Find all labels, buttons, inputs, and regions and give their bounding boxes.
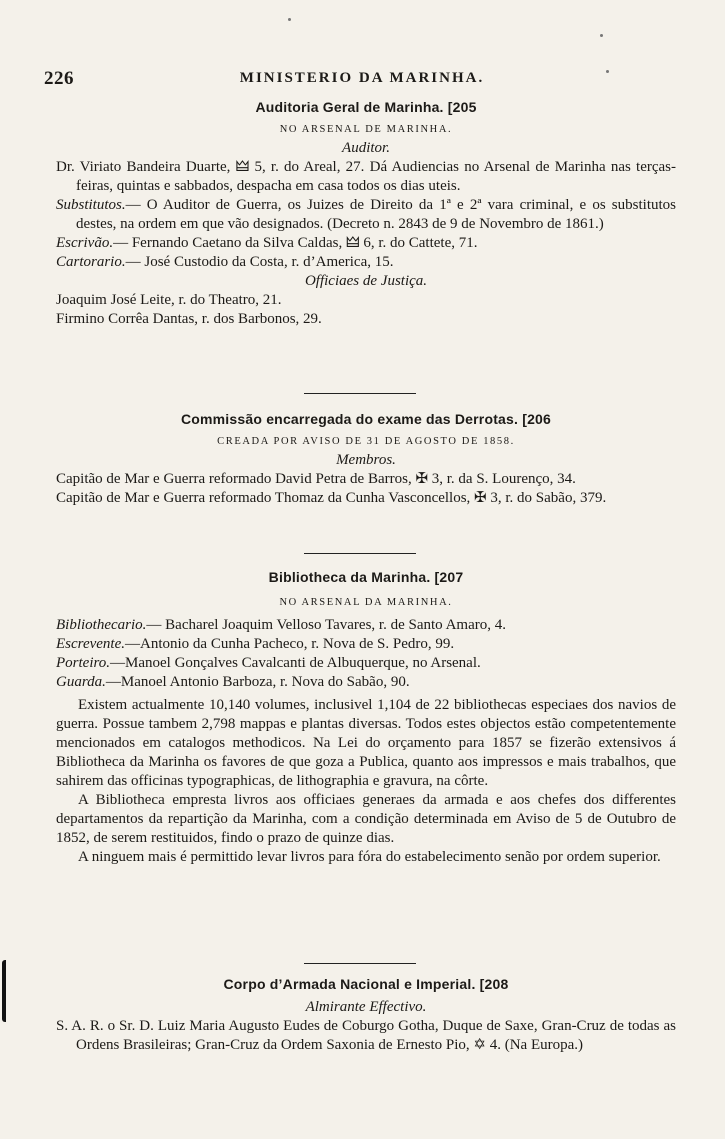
section-divider — [304, 393, 416, 394]
entry-text: — O Auditor de Guerra, os Juizes de Direito da 1ª e 2ª vara criminal, e os substitutos destes, na ordem em que vão designados. (Decreto n. 2843 de 9 de Novembro de 1861.) — [76, 197, 676, 232]
auditor-entry: Dr. Viriato Bandeira Duarte, 🜲 5, r. do Areal, 27. Dá Audiencias no Arsenal de Marinha nas terças-feiras, quintas e sabbados, despacha em casa todos os dias uteis. — [56, 159, 676, 194]
entry-label: Guarda. — [56, 674, 106, 690]
entry-label: Cartorario. — [56, 254, 126, 270]
entry-text: —Manoel Antonio Barboza, r. Nova do Sabão, 90. — [105, 674, 410, 690]
entry-label: Porteiro. — [56, 655, 111, 671]
entry-text: — Fernando Caetano da Silva Caldas, 🜲 6, r. do Cattete, 71. — [113, 235, 478, 251]
official-entry: Firmino Corrêa Dantas, r. dos Barbonos, 29. — [56, 311, 322, 327]
section-heading: Corpo d’Armada Nacional e Imperial. [208 — [223, 976, 509, 992]
section-divider — [304, 553, 416, 554]
page-number: 226 — [44, 68, 74, 89]
member-entry: Capitão de Mar e Guerra reformado David Petra de Barros, ✠ 3, r. da S. Lourenço, 34. — [56, 471, 576, 487]
section-corpo-armada — [56, 975, 676, 1055]
role-heading: Almirante Effectivo. — [305, 999, 427, 1015]
print-speck — [606, 70, 609, 73]
bibliothecario-entry — [56, 616, 676, 635]
entry-label: Escrivão. — [56, 235, 114, 251]
cartorario-entry — [56, 253, 676, 272]
section-heading: Bibliotheca da Marinha. [207 — [268, 569, 464, 585]
almirante-entry: S. A. R. o Sr. D. Luiz Maria Augusto Eudes de Coburgo Gotha, Duque de Saxe, Gran-Cruz de todas as Ordens Brasileiras; Gran-Cruz da Ordem Saxonia de Ernesto Pio, ✡ 4. (Na Europa.) — [56, 1018, 676, 1053]
section-location: NO ARSENAL DA MARINHA. — [279, 597, 453, 608]
section-heading: Auditoria Geral de Marinha. [205 — [255, 99, 477, 115]
entry-text: — Bacharel Joaquim Velloso Tavares, r. de Santo Amaro, 4. — [146, 617, 506, 633]
section-location: NO ARSENAL DE MARINHA. — [279, 124, 453, 135]
member-entry: Capitão de Mar e Guerra reformado Thomaz da Cunha Vasconcellos, ✠ 3, r. do Sabão, 379. — [56, 490, 607, 506]
section-bibliotheca — [56, 568, 676, 867]
official-entry: Joaquim José Leite, r. do Theatro, 21. — [56, 292, 282, 308]
entry-label: Substitutos. — [56, 197, 126, 213]
entry-text: —Antonio da Cunha Pacheco, r. Nova de S. Pedro, 99. — [125, 636, 455, 652]
print-speck — [600, 34, 603, 37]
paragraph: Existem actualmente 10,140 volumes, inclusivel 1,104 de 22 bibliothecas especiaes dos navios de guerra. Possue tambem 2,798 mappas e plantas diversas. Todos estes objectos estão competentemente mencionados em catalogos methodicos. Na Lei do orçamento para 1857 se fizerão extensivos á Bibliotheca da Marinha os favores de que goza a Publica, quanto aos impressos e mais trabalhos, que sahirem das officinas typographicas, de lithographia e gravura, na côrte. — [56, 697, 676, 789]
role-heading: Officiaes de Justiça. — [304, 273, 428, 289]
running-header — [44, 68, 680, 92]
section-heading: Commissão encarregada do exame das Derrotas. [206 — [180, 411, 552, 427]
margin-ink-mark — [2, 960, 14, 1022]
role-heading: Membros. — [336, 452, 396, 468]
section-commissao — [56, 410, 676, 508]
porteiro-entry — [56, 654, 676, 673]
escrevente-entry — [56, 635, 676, 654]
entry-text: — José Custodio da Costa, r. d’America, 15. — [125, 254, 394, 270]
section-auditoria — [56, 98, 676, 329]
guarda-entry — [56, 673, 676, 692]
page-title: MINISTERIO DA MARINHA. — [239, 70, 485, 86]
paragraph: A Bibliotheca empresta livros aos officiaes generaes da armada e aos chefes dos differentes departamentos da repartição da Marinha, com a condição determinada em Aviso de 5 de Outubro de 1852, de serem restituidos, findo o prazo de quinze dias. — [56, 792, 676, 846]
section-created: CREADA POR AVISO DE 31 DE AGOSTO DE 1858. — [217, 436, 515, 447]
substitutos-entry — [56, 196, 676, 234]
entry-text: —Manoel Gonçalves Cavalcanti de Albuquerque, no Arsenal. — [110, 655, 481, 671]
section-divider — [304, 963, 416, 964]
paragraph: A ninguem mais é permittido levar livros para fóra do estabelecimento senão por ordem superior. — [78, 849, 661, 865]
print-speck — [288, 18, 291, 21]
escrivao-entry — [56, 234, 676, 253]
entry-label: Bibliothecario. — [56, 617, 147, 633]
role-heading: Auditor. — [342, 140, 390, 156]
entry-label: Escrevente. — [56, 636, 125, 652]
